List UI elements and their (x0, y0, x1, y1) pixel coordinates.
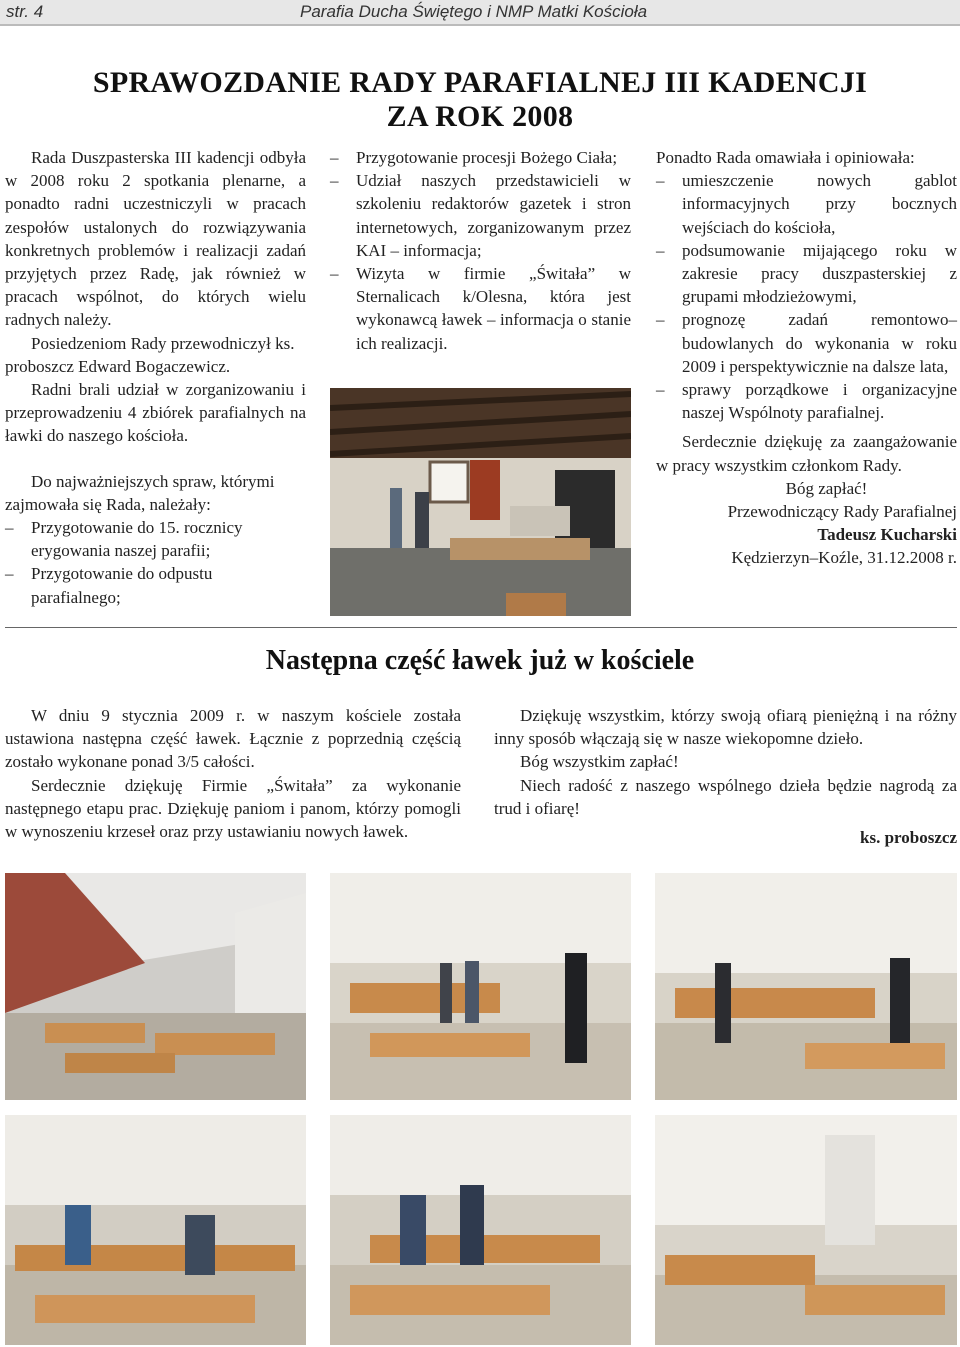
benches-left-column (5, 704, 461, 843)
benches-paragraph: Niech radość z naszego wspólnego dzieła będzie nagrodą za trud i ofiarę! (494, 775, 957, 818)
list-item: – Przygotowanie do odpustu parafialnego; (5, 562, 306, 608)
list-item: – Wizyta w firmie „Świtała” w Sternalicach k/Olesna, która jest wykonawcą ławek – informacja o stanie ich realizacji. (330, 262, 631, 355)
list-item: – umieszczenie nowych gablot informacyjnych przy bocznych wejściach do kościoła, (656, 169, 957, 239)
church-photo-3 (655, 873, 957, 1100)
benches-paragraph: Serdecznie dziękuję Firmie „Świtała” za wykonanie następnego etapu prac. Dziękuję paniom i panom, którzy pomogli w wynoszeniu krzeseł oraz przy ustawianiu nowych ławek. (5, 775, 461, 842)
thanks-paragraph: Serdecznie dziękuję za zaangażowanie w pracy wszystkim członkom Rady. (656, 432, 957, 475)
report-title-line1: SPRAWOZDANIE RADY PARAFIALNEJ III KADENCJI (92, 66, 868, 99)
section-divider (5, 627, 957, 628)
benches-signature: ks. proboszcz (860, 828, 957, 848)
list-item: – Udział naszych przedstawicieli w szkoleniu redaktorów gazetek i stron internetowych, zorganizowanym przez KAI – informacja; (330, 169, 631, 262)
page-number: str. 4 (6, 2, 44, 21)
bog-zaplac: Bóg zapłać! (785, 478, 868, 498)
report-column-2 (330, 146, 631, 355)
signature-name: Tadeusz Kucharski (817, 525, 957, 545)
report-paragraph: Rada Duszpasterska III kadencji odbyła w 2008 roku 2 spotkania plenarne, a ponadto radni uczestniczyli w pracach zespołów ustalonych do rozwiązywania konkretnych problemów i realizacji zadań przyjętych przez Radę, jak również w pracach wspólnot, do których wielu radnych należy. (5, 148, 306, 330)
report-paragraph: Do najważniejszych spraw, którymi zajmowała się Rada, należały: (5, 471, 275, 514)
report-paragraph: Radni brali udział w zorganizowaniu i przeprowadzeniu 4 zbiórek parafialnych na ławki do naszego kościoła. (5, 380, 306, 446)
report-paragraph: Posiedzeniom Rady przewodniczył ks. proboszcz Edward Bogaczewicz. (5, 333, 295, 376)
benches-paragraph: Dziękuję wszystkim, którzy swoją ofiarą pieniężną i na różny inny sposób włączają się w nasze wiekopomne dzieło. (494, 706, 957, 749)
list-item: – podsumowanie mijającego roku w zakresie pracy duszpasterskiej z grupami młodzieżowymi, (656, 239, 957, 309)
church-photo-5 (330, 1115, 631, 1345)
list-item: – Przygotowanie procesji Bożego Ciała; (330, 146, 631, 169)
church-photo-4 (5, 1115, 306, 1345)
report-title-line2: ZA ROK 2008 (386, 100, 574, 133)
benches-title: Następna część ławek już w kościele (265, 645, 695, 676)
report-column-1 (5, 146, 306, 609)
church-photo-1 (5, 873, 306, 1100)
benches-paragraph: W dniu 9 stycznia 2009 r. w naszym kościele została ustawiona następna część ławek. Łącznie z poprzednią częścią zostało wykonane ponad 3/5 całości. (5, 706, 461, 772)
church-photo-2 (330, 873, 631, 1100)
workshop-photo (330, 388, 631, 616)
list-item: – prognozę zadań remontowo–budowlanych do wykonania w roku 2009 i perspektywicznie na dalsze lata, (656, 308, 957, 378)
benches-right-column (494, 704, 957, 849)
church-photo-6 (655, 1115, 957, 1345)
signature-role: Przewodniczący Rady Parafialnej (727, 502, 957, 522)
publication-title: Parafia Ducha Świętego i NMP Matki Kościoła (300, 2, 648, 21)
report-paragraph: Ponadto Rada omawiała i opiniowała: (656, 148, 915, 167)
list-item: – Przygotowanie do 15. rocznicy erygowania naszej parafii; (5, 516, 306, 562)
report-column-3 (656, 146, 957, 570)
list-item: – sprawy porządkowe i organizacyjne naszej Wspólnoty parafialnej. (656, 378, 957, 424)
page-header (0, 0, 960, 26)
benches-paragraph: Bóg wszystkim zapłać! (520, 752, 679, 772)
signature-place-date: Kędzierzyn–Koźle, 31.12.2008 r. (731, 548, 957, 568)
